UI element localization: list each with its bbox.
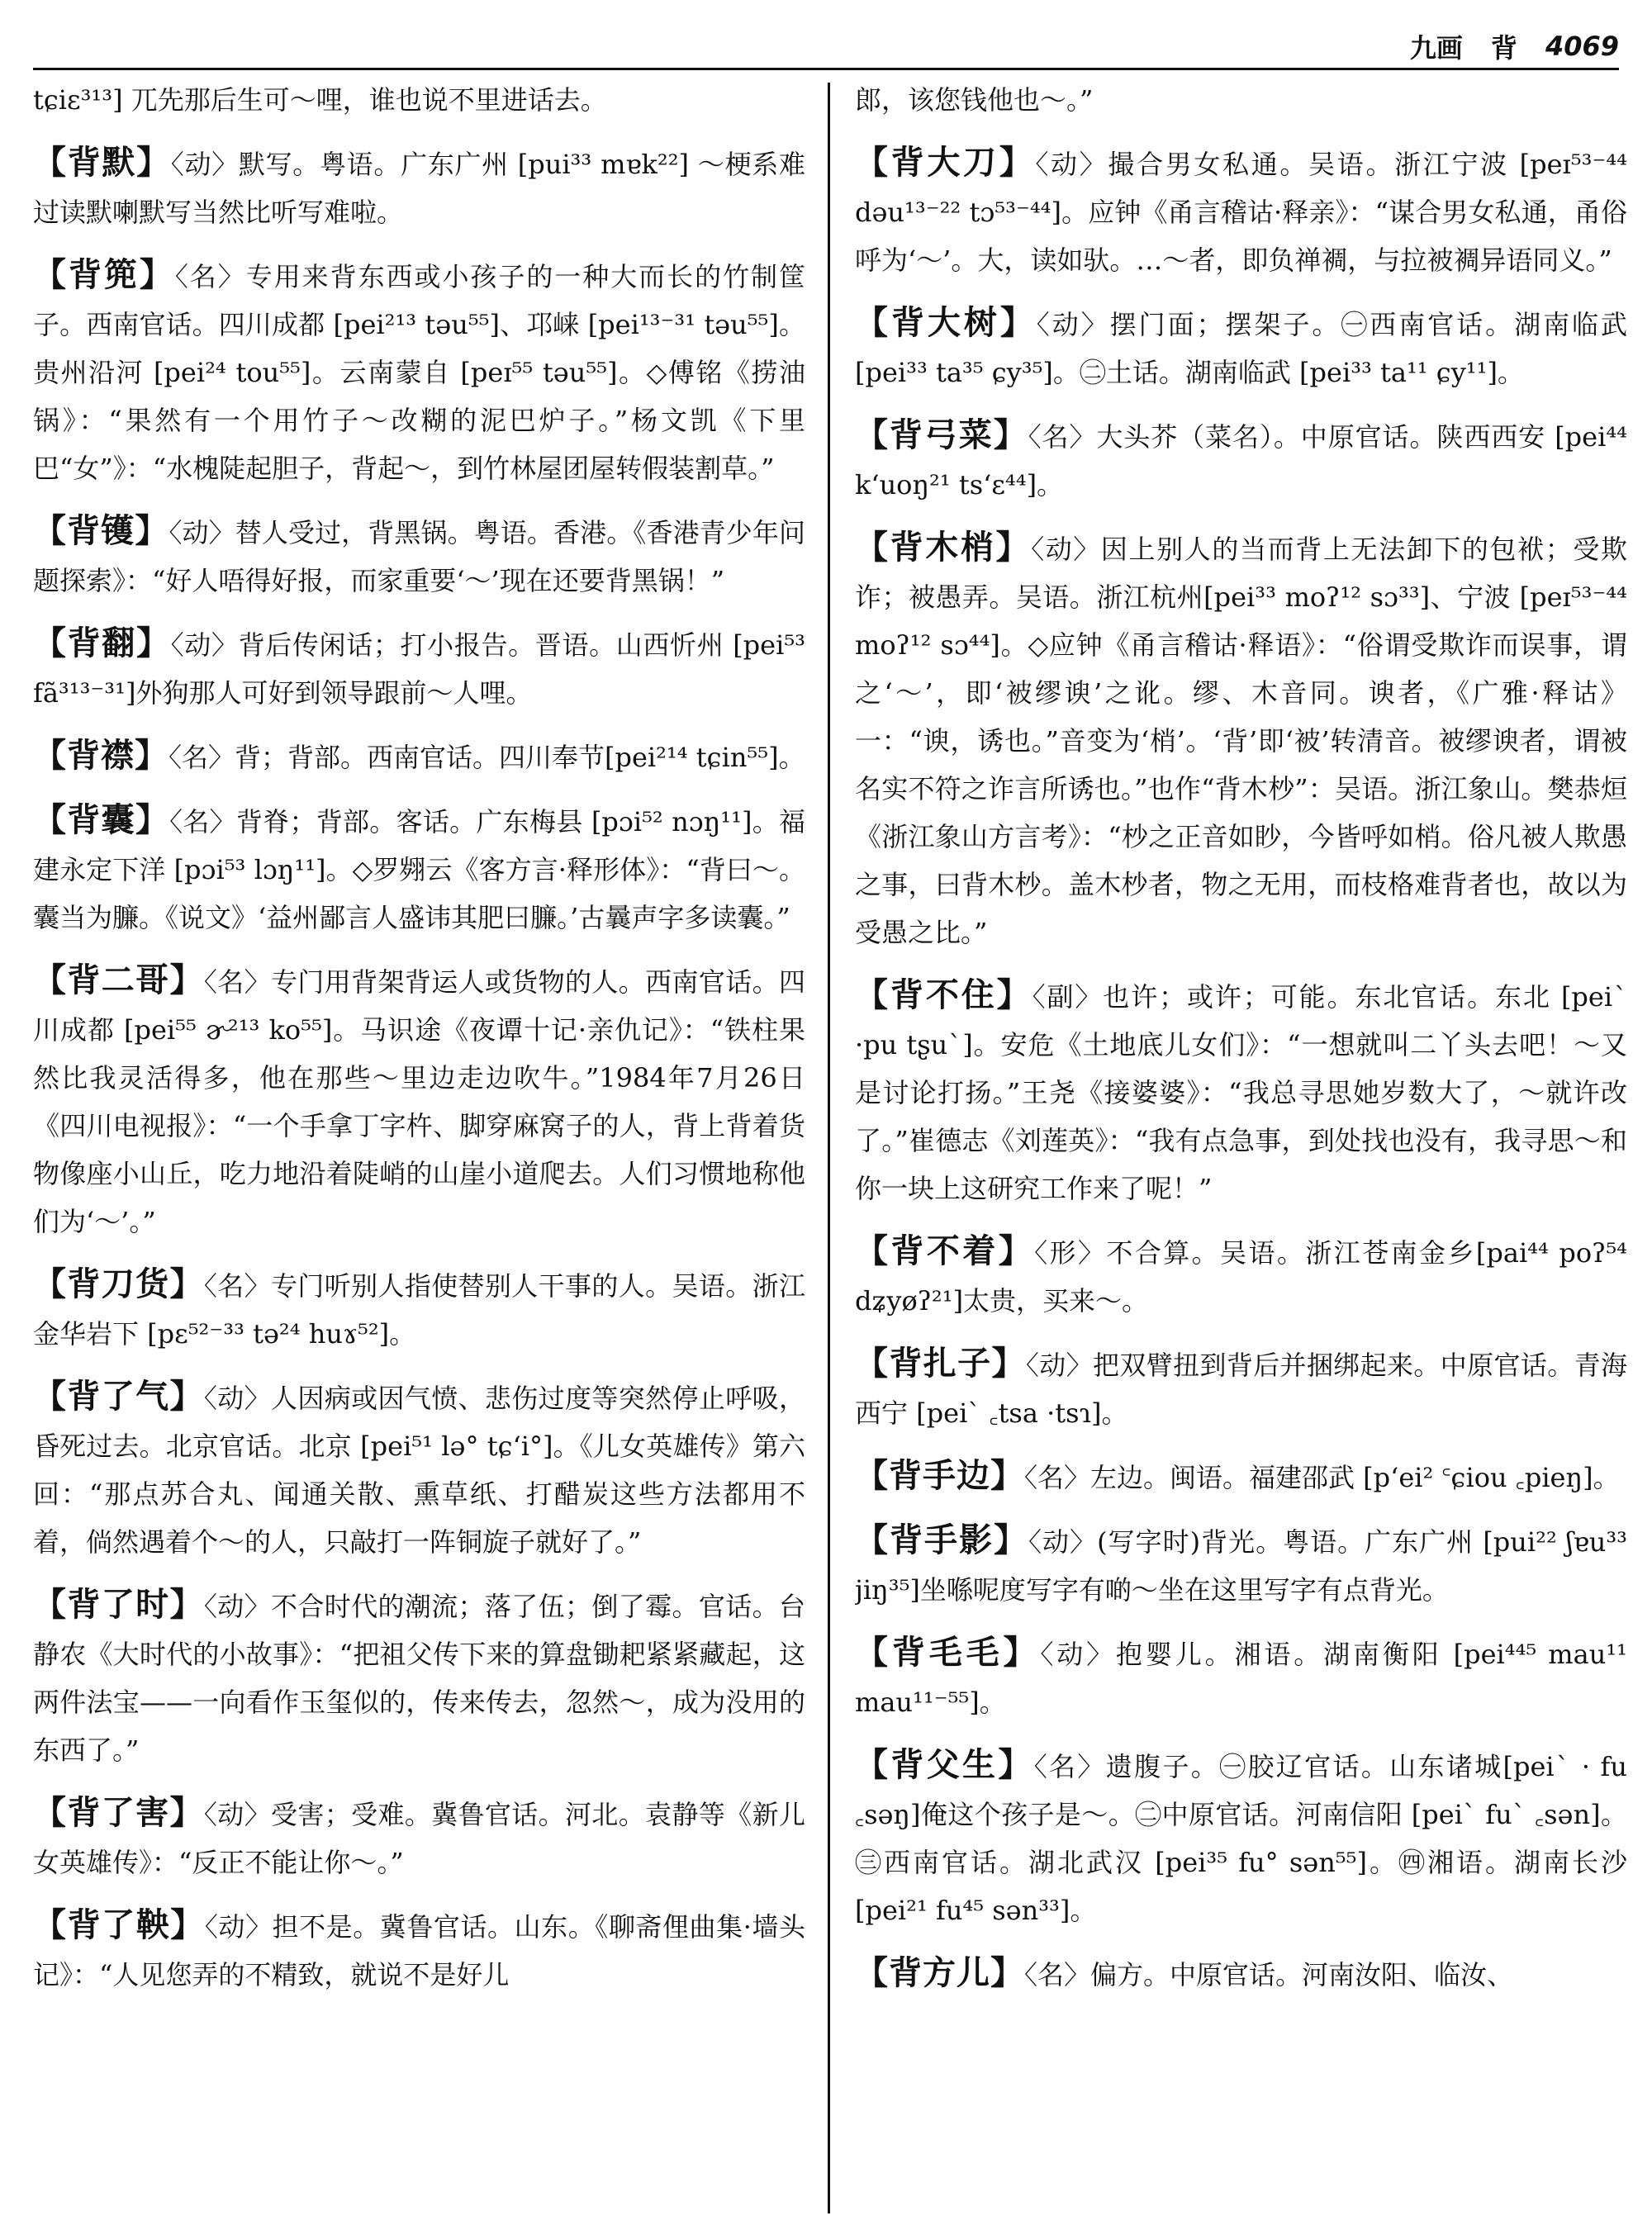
entry-definition: 〈动〉摆门面；摆架子。㊀西南官话。湖南临武 [pei³³ ta³⁵ ɕy³⁵]。㊁土话。湖南临武 [pei³³ ta¹¹ ɕy¹¹]。 <box>855 309 1627 388</box>
entry-headword: 【背了鞅】 <box>33 1905 205 1944</box>
dictionary-entry <box>855 1516 1627 1614</box>
entry-definition: 〈名〉遗腹子。㊀胶辽官话。山东诸城[peiˋ · fu ꜀səŋ]俺这个孩子是～。㊁中原官话。河南信阳 [peiˋ fuˋ ꜀sən]。㊂西南官话。湖北武汉 [pei³⁵ fu° sən⁵⁵]。㊃湘语。湖南长沙 [pei²¹ fu⁴⁵ sən³³]。 <box>855 1751 1627 1926</box>
dictionary-entry <box>855 76 1627 124</box>
dictionary-entry <box>33 507 805 605</box>
entry-definition: 〈动〉替人受过，背黑锅。粤语。香港。《香港青少年问题探索》：“好人唔得好报，而家重要‘～’现在还要背黑锅！” <box>33 517 805 596</box>
entry-headword: 【背篼】 <box>33 255 175 294</box>
entry-definition: 〈名〉左边。闽语。福建邵武 [pʻei² ꜂ɕiou ꜀pieŋ]。 <box>1024 1462 1620 1493</box>
entry-definition: 〈动〉背后传闲话；打小报告。晋语。山西忻州 [pei⁵³ fã³¹³⁻³¹]外狗那人可好到领导跟前～人哩。 <box>33 629 805 709</box>
entry-headword: 【背毛毛】 <box>855 1633 1041 1672</box>
entry-definition: 〈动〉默写。粤语。广东广州 [pui³³ mɐk²²] ～梗系难过读默喇默写当然比听写难啦。 <box>33 149 805 228</box>
entry-headword: 【背了害】 <box>33 1793 204 1832</box>
entry-headword: 【背大刀】 <box>855 143 1036 182</box>
entry-headword: 【背囊】 <box>33 800 170 839</box>
entry-definition: 郎，该您钱他也～。” <box>855 84 1094 116</box>
entry-headword: 【背了气】 <box>33 1377 204 1416</box>
entry-headword: 【背刀货】 <box>33 1264 204 1303</box>
entry-headword: 【背翻】 <box>33 624 171 662</box>
entry-definition: 〈形〉不合算。吴语。浙江苍南金乡[pai⁴⁴ poʔ⁵⁴ dʑyøʔ²¹]太贵，买来～。 <box>855 1237 1627 1317</box>
dictionary-entry <box>855 1340 1627 1437</box>
entry-headword: 【背默】 <box>33 143 171 182</box>
entry-headword: 【背木梢】 <box>855 528 1032 567</box>
dictionary-entry <box>855 411 1627 509</box>
dictionary-entry <box>33 1789 805 1886</box>
entry-headword: 【背弓菜】 <box>855 415 1028 454</box>
dictionary-entry <box>855 1452 1627 1502</box>
dictionary-entry <box>855 971 1627 1212</box>
dictionary-entry <box>33 732 805 781</box>
entry-definition: 〈名〉背；背部。西南官话。四川奉节[pei²¹⁴ tɕin⁵⁵]。 <box>169 742 805 773</box>
entry-definition: tɕiɛ³¹³] 兀先那后生可～哩，谁也说不里进话去。 <box>33 84 607 116</box>
dictionary-entry <box>33 76 805 124</box>
entry-headword: 【背手边】 <box>855 1456 1024 1495</box>
left-column <box>33 76 805 2219</box>
entry-definition: 〈名〉偏方。中原官话。河南汝阳、临汝、 <box>1024 1959 1514 1990</box>
dictionary-entry <box>855 1629 1627 1726</box>
entry-headword: 【背不住】 <box>855 975 1032 1014</box>
entry-headword: 【背不着】 <box>855 1231 1035 1270</box>
entry-definition: 〈动〉受害；受难。冀鲁官话。河北。袁静等《新儿女英雄传》：“反正不能让你～。” <box>33 1799 805 1878</box>
page-number: 4069 <box>1545 31 1619 62</box>
entry-definition: 〈名〉专用来背东西或小孩子的一种大而长的竹制筐子。西南官话。四川成都 [pei²¹³ təu⁵⁵]、邛崃 [pei¹³⁻³¹ təu⁵⁵]。贵州沿河 [pei²⁴ tou⁵⁵]。云南蒙自 [peɪ⁵⁵ təu⁵⁵]。◇傅铭《捞油锅》：“果然有一个用竹子～改糊的泥巴炉子。”杨文凯《下里巴“女”》：“水槐陡起胆子，背起～，到竹林屋团屋转假装割草。” <box>33 261 805 484</box>
entry-definition: 〈动〉不合时代的潮流；落了伍；倒了霉。官话。台静农《大时代的小故事》：“把祖父传下来的算盘锄耙紧紧藏起，这两件法宝——一向看作玉玺似的，传来传去，忽然～，成为没用的东西了。” <box>33 1591 805 1766</box>
dictionary-entry <box>33 1260 805 1358</box>
entry-headword: 【背镬】 <box>33 511 169 550</box>
dictionary-entry <box>33 139 805 236</box>
column-divider <box>828 83 830 2213</box>
dictionary-entry <box>33 251 805 492</box>
entry-definition: 〈动〉撮合男女私通。吴语。浙江宁波 [peɪ⁵³⁻⁴⁴ dəu¹³⁻²² tɔ⁵³⁻⁴⁴]。应钟《甬言稽诂·释亲》：“谋合男女私通，甬俗呼为‘～’。大，读如驮。…～者，即负禅裯，与拉被裯异语同义。” <box>855 149 1627 276</box>
dictionary-entry <box>855 1227 1627 1325</box>
page-header <box>33 25 1619 70</box>
entry-definition: 〈动〉(写字时)背光。粤语。广东广州 [pui²² ʃɐu³³ jiŋ³⁵]坐喺呢度写字有啲～坐在这里写字有点背光。 <box>855 1526 1627 1606</box>
section-label: 九画 <box>1409 32 1463 64</box>
entry-headword: 【背手影】 <box>855 1521 1029 1559</box>
dictionary-entry <box>33 1581 805 1774</box>
entry-definition: 〈副〉也许；或许；可能。东北官话。东北 [peiˋ ·pu tʂuˋ]。安危《土地底儿女们》：“一想就叫二丫头去吧！～又是讨论打扬。”王尧《接婆婆》：“我总寻思她岁数大了，～就许改了。”崔德志《刘莲英》：“我有点急事，到处找也没有，我寻思～和你一块上这研究工作来了呢！” <box>855 981 1627 1204</box>
entry-headword: 【背了时】 <box>33 1585 204 1624</box>
right-column <box>855 76 1627 2219</box>
entry-headword: 【背父生】 <box>855 1745 1034 1784</box>
entry-definition: 〈动〉抱婴儿。湘语。湖南衡阳 [pei⁴⁴⁵ mau¹¹ mau¹¹⁻⁵⁵]。 <box>855 1639 1627 1718</box>
entry-headword: 【背扎子】 <box>855 1344 1026 1383</box>
entry-definition: 〈名〉背脊；背部。客话。广东梅县 [pɔi⁵² nɔŋ¹¹]。福建永定下洋 [pɔi⁵³ lɔŋ¹¹]。◇罗翙云《客方言·释形体》：“背曰～。囊当为臁。《说文》‘益州鄙言人盛讳其肥曰臁。’古曩声字多读囊。” <box>33 806 805 933</box>
dictionary-entry <box>33 1373 805 1566</box>
dictionary-entry <box>855 1741 1627 1934</box>
dictionary-entry <box>855 524 1627 956</box>
dictionary-entry <box>855 1949 1627 1999</box>
header-char: 背 <box>1490 32 1517 64</box>
entry-definition: 〈名〉专门听别人指使替别人干事的人。吴语。浙江金华岩下 [pɛ⁵²⁻³³ tə²⁴ huɤ⁵²]。 <box>33 1270 805 1350</box>
dictionary-entry <box>855 299 1627 396</box>
entry-definition: 〈名〉专门用背架背运人或货物的人。西南官话。四川成都 [pei⁵⁵ ɚ²¹³ ko⁵⁵]。马识途《夜谭十记·亲仇记》：“铁柱果然比我灵活得多，他在那些～里边走边吹牛。”1984年7月26日《四川电视报》：“一个手拿丁字杵、脚穿麻窝子的人，背上背着货物像座小山丘，吃力地沿着陡峭的山崖小道爬去。人们习惯地称他们为‘～’。” <box>33 966 805 1237</box>
entry-definition: 〈动〉担不是。冀鲁官话。山东。《聊斋俚曲集·墙头记》：“人见您弄的不精致，就说不是好儿 <box>33 1911 805 1990</box>
entry-definition: 〈名〉大头芥（菜名）。中原官话。陕西西安 [pei⁴⁴ kʻuoŋ²¹ tsʻɛ⁴⁴]。 <box>855 421 1627 501</box>
entry-headword: 【背方儿】 <box>855 1953 1024 1992</box>
entry-headword: 【背襟】 <box>33 736 169 775</box>
dictionary-entry <box>33 956 805 1245</box>
entry-definition: 〈动〉人因病或因气愤、悲伤过度等突然停止呼吸，昏死过去。北京官话。北京 [pei⁵¹ lə° tɕʻi°]。《儿女英雄传》第六回：“那点苏合丸、闻通关散、熏草纸、打醋炭这些方法都用不着，倘然遇着个～的人，只敲打一阵铜旋子就好了。” <box>33 1383 805 1558</box>
dictionary-entry <box>855 139 1627 284</box>
dictionary-entry <box>33 619 805 717</box>
entry-definition: 〈动〉因上别人的当而背上无法卸下的包袱；受欺诈；被愚弄。吴语。浙江杭州[pei³³ moʔ¹² sɔ³³]、宁波 [peɪ⁵³⁻⁴⁴ moʔ¹² sɔ⁴⁴]。◇应钟《甬言稽诂·释语》：“俗谓受欺诈而误事，谓之‘～’，即‘被缪谀’之讹。缪、木音同。谀者，《广雅·释诂》一：“谀，诱也。”音变为‘梢’。‘背’即‘被’转清音。被缪谀者，谓被名实不符之诈言所诱也。”也作“背木杪”：吴语。浙江象山。樊恭烜《浙江象山方言考》：“杪之正音如眇，今皆呼如梢。俗凡被人欺愚之事，曰背木杪。盖木杪者，物之无用，而枝格难背者也，故以为受愚之比。” <box>855 534 1627 948</box>
entry-headword: 【背大树】 <box>855 303 1037 342</box>
entry-definition: 〈动〉把双臂扭到背后并捆绑起来。中原官话。青海西宁 [peiˋ ꜀tsa ·tsɿ]。 <box>855 1350 1627 1429</box>
dictionary-entry <box>33 796 805 942</box>
entry-headword: 【背二哥】 <box>33 961 204 999</box>
dictionary-entry <box>33 1901 805 1999</box>
